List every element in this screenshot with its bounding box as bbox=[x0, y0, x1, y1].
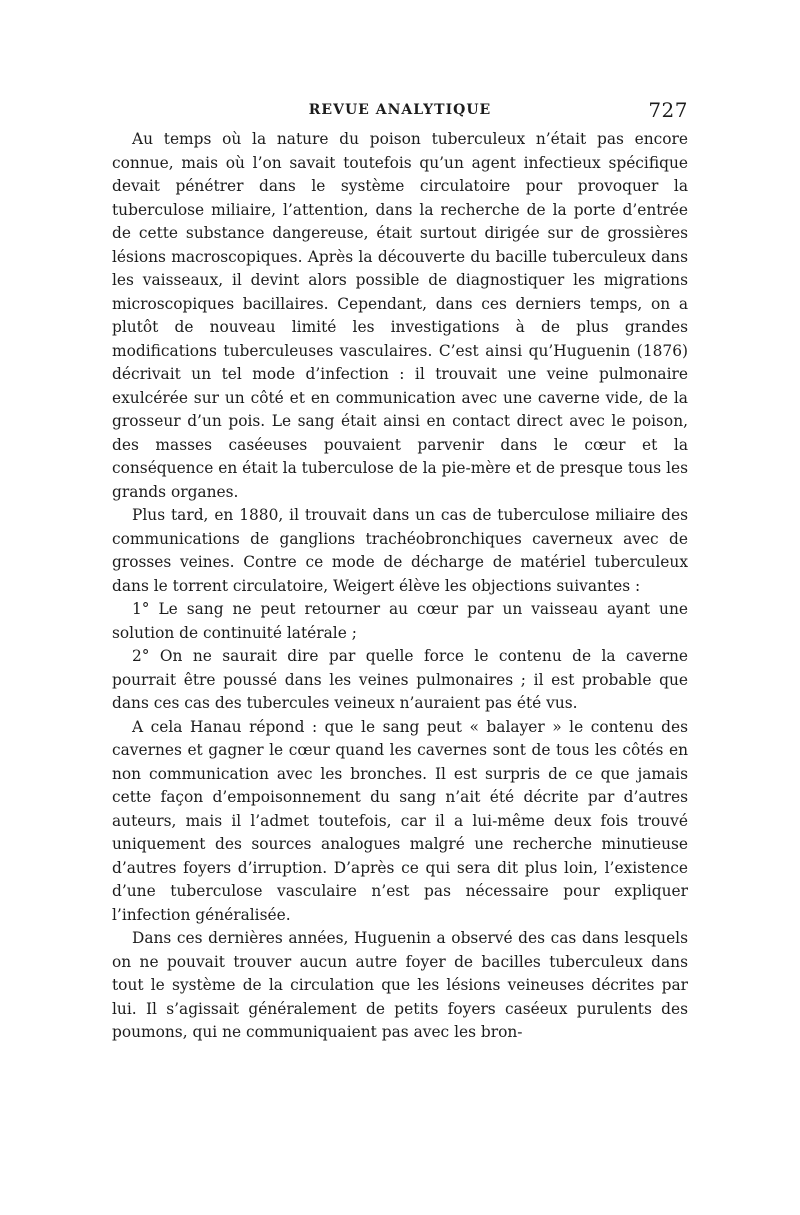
document-page bbox=[112, 98, 688, 1045]
running-head: REVUE ANALYTIQUE bbox=[308, 102, 492, 118]
paragraph: Au temps où la nature du poison tuberculeux n’était pas encore connue, mais où l’on savait toutefois qu’un agent infectieux spécifique devait pénétrer dans le système circulatoire pour provoquer la tuberculose miliaire, l’attention, dans la recherche de la porte d’entrée de cette substance dangereuse, était surtout dirigée sur de grossières lésions macroscopiques. Après la découverte du bacille tuberculeux dans les vaisseaux, il devint alors possible de diagnostiquer les migrations microscopiques bacillaires. Cependant, dans ces derniers temps, on a plutôt de nouveau limité les investigations à de plus grandes modifications tuberculeuses vasculaires. C’est ainsi qu’Huguenin (1876) décrivait un tel mode d’infection : il trouvait une veine pulmonaire exulcérée sur un côté et en communication avec une caverne vide, de la grosseur d’un pois. Le sang était ainsi en contact direct avec le poison, des masses caséeuses pouvaient parvenir dans le cœur et la conséquence en était la tuberculose de la pie-mère et de presque tous les grands organes. bbox=[112, 130, 688, 501]
body-text bbox=[112, 128, 688, 1045]
paragraph: A cela Hanau répond : que le sang peut « balayer » le contenu des cavernes et gagner le cœur quand les cavernes sont de tous les côtés en non communication avec les bronches. Il est surpris de ce que jamais cette façon d’empoisonnement du sang n’ait été décrite par d’autres auteurs, mais il l’admet toutefois, car il a lui-même deux fois trouvé uniquement des sources analogues malgré une recherche minutieuse d’autres foyers d’irruption. D’après ce qui sera dit plus loin, l’existence d’une tuberculose vasculaire n’est pas nécessaire pour expliquer l’infection généralisée. bbox=[112, 717, 688, 924]
paragraph: Plus tard, en 1880, il trouvait dans un cas de tuberculose miliaire des communications de ganglions trachéobronchiques caverneux avec de grosses veines. Contre ce mode de décharge de matériel tuberculeux dans le torrent circulatoire, Weigert élève les objections suivantes : bbox=[112, 506, 688, 595]
page-header bbox=[112, 98, 688, 128]
paragraph: 1° Le sang ne peut retourner au cœur par un vaisseau ayant une solution de continuité latérale ; bbox=[112, 600, 688, 642]
paragraph: Dans ces dernières années, Huguenin a observé des cas dans lesquels on ne pouvait trouver aucun autre foyer de bacilles tuberculeux dans tout le système de la circulation que les lésions veineuses décrites par lui. Il s’agissait généralement de petits foyers caséeux purulents des poumons, qui ne communiquaient pas avec les bron- bbox=[112, 929, 688, 1041]
paragraph: 2° On ne saurait dire par quelle force le contenu de la caverne pourrait être poussé dans les veines pulmonaires ; il est probable que dans ces cas des tubercules veineux n’auraient pas été vus. bbox=[112, 647, 688, 712]
page-number: 727 bbox=[648, 98, 688, 122]
